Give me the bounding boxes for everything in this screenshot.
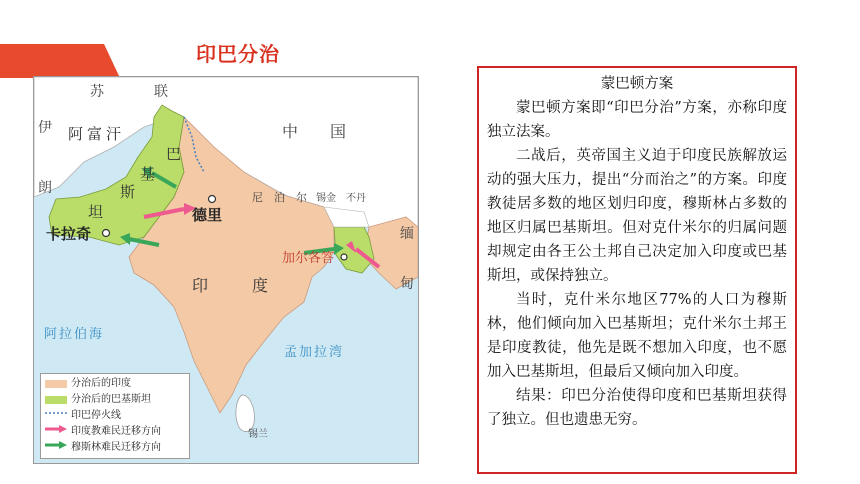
label-delhi: 德里 (192, 206, 223, 224)
partition-map (33, 76, 419, 464)
legend-swatch-india (45, 380, 67, 388)
legend-label-pakistan: 分治后的巴基斯坦 (71, 394, 151, 405)
legend-label-india: 分治后的印度 (71, 378, 131, 389)
label-china: 中 国 (282, 122, 347, 141)
label-karachi: 卡拉奇 (46, 225, 92, 243)
label-yi: 伊 (38, 120, 52, 136)
label-nepal: 尼 泊 尔 (252, 191, 307, 204)
label-calcutta: 加尔各答 (282, 251, 335, 266)
legend-label-ceasefire: 印巴停火线 (71, 410, 121, 421)
calcutta-marker (341, 254, 347, 260)
label-sri-lanka: 锡兰 (248, 429, 268, 440)
label-lang: 朗 (38, 180, 52, 196)
label-burma-dian: 甸 (400, 276, 414, 292)
label-pakistan-si: 斯 (120, 183, 140, 201)
label-bay-of-bengal: 孟加拉湾 (284, 345, 345, 360)
paragraph-background: 二战后，英帝国主义迫于印度民族解放运动的强大压力，提出“分而治之”的方案。印度教徒居多数的地区划归印度，穆斯林占多数的地区归属巴基斯坦。但对克什米尔的归属问题却规定由各王公土邦自己决定加入印度或巴基斯坦，或保持独立。 (487, 148, 787, 284)
slide-title: 印巴分治 (196, 42, 280, 66)
label-pakistan-tan: 坦 (88, 203, 108, 221)
delhi-marker (209, 196, 216, 203)
paragraph-result: 结果：印巴分治使得印度和巴基斯坦获得了独立。但也遗患无穷。 (487, 388, 787, 428)
legend-row-muslim-migration (45, 441, 187, 455)
label-pakistan-ba: 巴 (166, 145, 186, 163)
box-title: 蒙巴顿方案 (600, 76, 674, 92)
label-pakistan-ji: 基 (140, 165, 160, 183)
label-burma-mian: 缅 (400, 226, 414, 242)
legend-swatch-ceasefire (45, 409, 67, 417)
legend-row-india (45, 377, 187, 391)
legend-swatch-hindu-arrow (45, 425, 67, 433)
legend-row-pakistan (45, 393, 187, 407)
label-su: 苏 (90, 84, 104, 100)
legend-label-hindu-migration: 印度教难民迁移方向 (71, 426, 161, 437)
label-lian: 联 (154, 84, 168, 100)
label-bhutan: 锡金 不丹 (316, 193, 366, 204)
legend-row-hindu-migration (45, 425, 187, 439)
karachi-marker (103, 230, 110, 237)
legend-swatch-muslim-arrow (45, 441, 67, 449)
label-india: 印 度 (192, 276, 273, 295)
label-arabian-sea: 阿拉伯海 (44, 327, 105, 342)
header-accent-bar (0, 44, 120, 78)
map-legend (40, 373, 190, 459)
legend-swatch-pakistan (45, 396, 67, 404)
label-afghanistan: 阿富汗 (68, 125, 126, 143)
paragraph-intro: 蒙巴顿方案即“印巴分治”方案，亦称印度独立法案。 (487, 100, 787, 140)
legend-label-muslim-migration: 穆斯林难民迁移方向 (71, 442, 161, 453)
paragraph-kashmir: 当时，克什米尔地区77%的人口为穆斯林，他们倾向加入巴基斯坦；克什米尔土邦王是印度教徒，他先是既不想加入印度，也不愿加入巴基斯坦，但最后又倾向加入印度。 (487, 292, 787, 380)
mountbatten-plan-box (477, 66, 797, 474)
legend-row-ceasefire (45, 409, 187, 423)
